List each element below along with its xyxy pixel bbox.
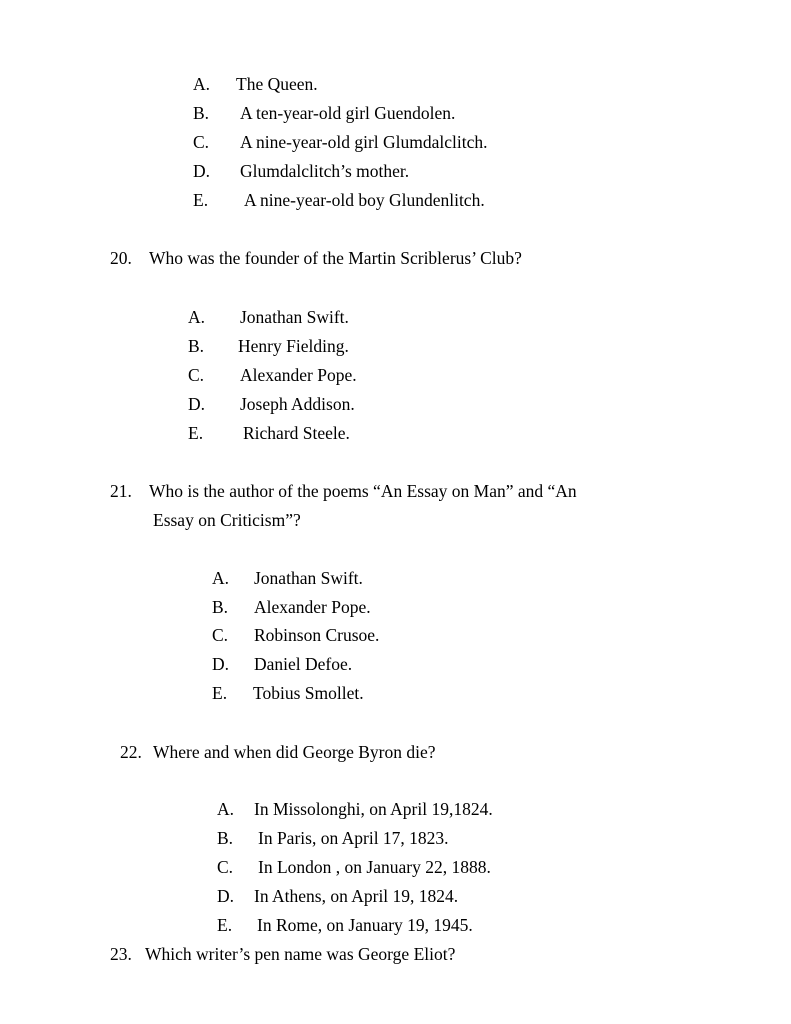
option-text: In Missolonghi, on April 19,1824. bbox=[254, 799, 493, 819]
option-letter: C. bbox=[193, 132, 210, 152]
option-letter: D. bbox=[188, 394, 206, 414]
option-letter: D. bbox=[212, 654, 230, 674]
option-letter: E. bbox=[188, 423, 204, 443]
option-letter: A. bbox=[217, 799, 235, 819]
option-text: In Athens, on April 19, 1824. bbox=[254, 886, 459, 906]
option-letter: E. bbox=[217, 915, 233, 935]
option-text: Glumdalclitch’s mother. bbox=[240, 161, 410, 181]
option-letter: D. bbox=[193, 161, 211, 181]
question-text: Essay on Criticism”? bbox=[153, 510, 301, 530]
option-text: In Rome, on January 19, 1945. bbox=[257, 915, 473, 935]
option-letter: E. bbox=[193, 190, 209, 210]
option-letter: B. bbox=[188, 336, 205, 356]
option-letter: E. bbox=[212, 683, 228, 703]
question-text: Which writer’s pen name was George Eliot? bbox=[145, 944, 456, 964]
option-letter: A. bbox=[193, 74, 211, 94]
question-text: Who is the author of the poems “An Essay on Man” and “An bbox=[149, 481, 577, 501]
option-text: Henry Fielding. bbox=[238, 336, 349, 356]
option-text: Robinson Crusoe. bbox=[254, 625, 380, 645]
option-text: In London , on January 22, 1888. bbox=[258, 857, 491, 877]
option-text: Alexander Pope. bbox=[254, 597, 371, 617]
option-letter: A. bbox=[212, 568, 230, 588]
option-letter: C. bbox=[212, 625, 229, 645]
option-text: Joseph Addison. bbox=[240, 394, 355, 414]
option-letter: B. bbox=[217, 828, 234, 848]
question-number: 20. bbox=[110, 248, 132, 268]
option-text: Alexander Pope. bbox=[240, 365, 357, 385]
option-text: A ten-year-old girl Guendolen. bbox=[240, 103, 456, 123]
option-text: Daniel Defoe. bbox=[254, 654, 353, 674]
question-text: Who was the founder of the Martin Scriblerus’ Club? bbox=[149, 248, 522, 268]
option-text: Jonathan Swift. bbox=[254, 568, 363, 588]
question-number: 23. bbox=[110, 944, 132, 964]
option-text: In Paris, on April 17, 1823. bbox=[258, 828, 449, 848]
option-letter: A. bbox=[188, 307, 206, 327]
option-text: Jonathan Swift. bbox=[240, 307, 349, 327]
question-text: Where and when did George Byron die? bbox=[153, 742, 436, 762]
option-text: Richard Steele. bbox=[243, 423, 350, 443]
option-letter: C. bbox=[188, 365, 205, 385]
option-text: A nine-year-old boy Glundenlitch. bbox=[244, 190, 485, 210]
option-text: A nine-year-old girl Glumdalclitch. bbox=[240, 132, 488, 152]
option-letter: B. bbox=[193, 103, 210, 123]
question-number: 22. bbox=[120, 742, 142, 762]
option-text: The Queen. bbox=[236, 74, 318, 94]
option-letter: C. bbox=[217, 857, 234, 877]
question-number: 21. bbox=[110, 481, 132, 501]
option-letter: B. bbox=[212, 597, 229, 617]
option-letter: D. bbox=[217, 886, 235, 906]
option-text: Tobius Smollet. bbox=[253, 683, 364, 703]
